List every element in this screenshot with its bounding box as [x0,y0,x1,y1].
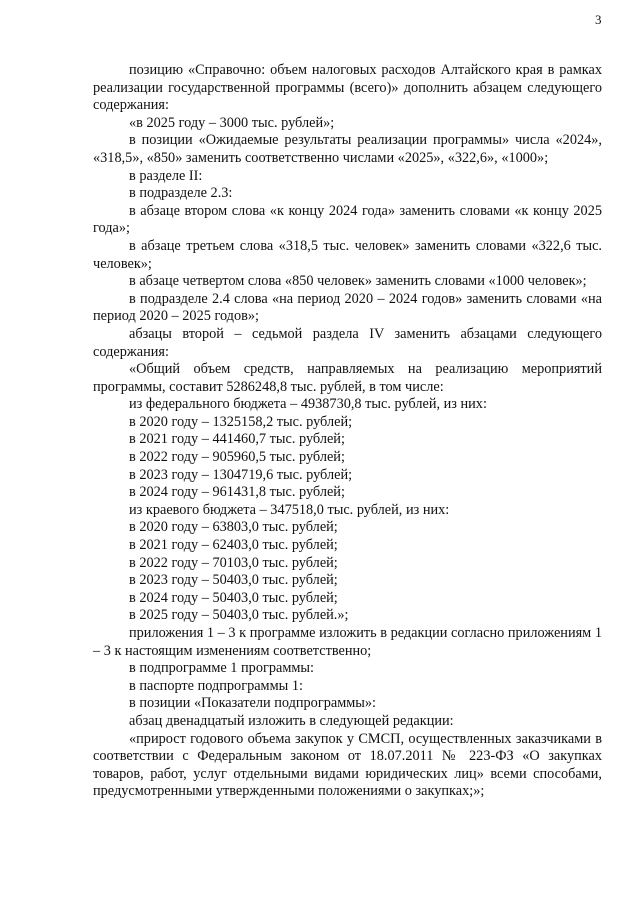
paragraph: в 2025 году – 50403,0 тыс. рублей.»; [129,607,349,624]
paragraph: в подразделе 2.3: [129,185,233,202]
paragraph: в абзаце втором слова «к концу 2024 года» заменить словами «к концу 2025 года»; [93,202,602,237]
paragraph: «прирост годового объема закупок у СМСП, осуществленных заказчиками в соответствии с Федеральным законом от 18.07.2011 № 223-ФЗ «О закупках товаров, работ, услуг отдельными видами юридических лиц» всеми способами, предусмотренными утвержденными положениями о закупках;»; [93,730,602,800]
paragraph: абзац двенадцатый изложить в следующей редакции: [129,712,454,729]
paragraph: в 2024 году – 961431,8 тыс. рублей; [129,484,345,501]
paragraph: в 2023 году – 50403,0 тыс. рублей; [129,572,338,589]
paragraph: в позиции «Ожидаемые результаты реализации программы» числа «2024», «318,5», «850» заменить соответственно числами «2025», «322,6», «1000»; [93,132,602,166]
paragraph: в разделе II: [129,167,203,184]
paragraph: в 2024 году – 50403,0 тыс. рублей; [129,589,338,606]
paragraph: в абзаце третьем слова «318,5 тыс. человек» заменить словами «322,6 тыс. человек»; [93,237,602,272]
paragraph: «в 2025 году – 3000 тыс. рублей»; [129,114,335,131]
paragraph: в позиции «Показатели подпрограммы»: [129,695,377,712]
paragraph: абзацы второй – седьмой раздела IV заменить абзацами следующего содержания: [93,325,602,360]
paragraph: в абзаце четвертом слова «850 человек» заменить словами «1000 человек»; [129,273,587,290]
paragraph: в подразделе 2.4 слова «на период 2020 – 2024 годов» заменить словами «на период 2020 – 2025 годов»; [93,290,602,325]
paragraph: позицию «Справочно: объем налоговых расходов Алтайского края в рамках реализации государственной программы (всего)» дополнить абзацем следующего содержания: [93,62,602,114]
paragraph: в 2023 году – 1304719,6 тыс. рублей; [129,466,353,483]
paragraph: в 2022 году – 70103,0 тыс. рублей; [129,554,338,571]
page-number: 3 [595,12,602,27]
paragraph: «Общий объем средств, направляемых на реализацию мероприятий программы, составит 5286248,8 тыс. рублей, в том числе: [93,361,602,395]
paragraph: приложения 1 – 3 к программе изложить в редакции согласно приложениям 1 – 3 к настоящим изменениям соответственно; [93,625,602,659]
paragraph: в 2020 году – 63803,0 тыс. рублей; [129,519,338,536]
paragraph: в 2021 году – 441460,7 тыс. рублей; [129,431,345,448]
paragraph: в 2022 году – 905960,5 тыс. рублей; [129,449,345,466]
document-body [93,62,602,801]
paragraph: из федерального бюджета – 4938730,8 тыс. рублей, из них: [129,396,487,413]
paragraph: в подпрограмме 1 программы: [129,660,315,677]
paragraph: из краевого бюджета – 347518,0 тыс. рублей, из них: [129,501,450,518]
paragraph: в паспорте подпрограммы 1: [129,677,303,694]
paragraph: в 2020 году – 1325158,2 тыс. рублей; [129,413,353,430]
paragraph: в 2021 году – 62403,0 тыс. рублей; [129,537,338,554]
